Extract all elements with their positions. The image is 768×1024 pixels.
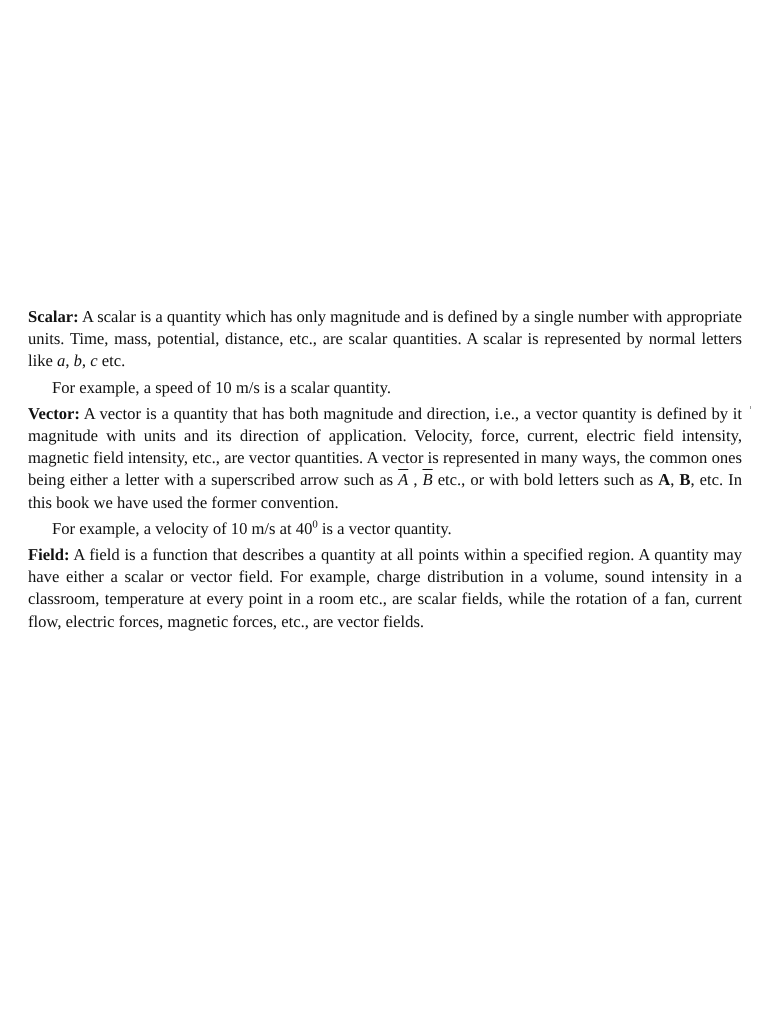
- scalar-paragraph: [28, 306, 742, 373]
- letter-c: c: [90, 351, 98, 371]
- separator: ,: [408, 470, 423, 490]
- vector-definition-end: , etc. In this book we have used the former convention.: [28, 470, 743, 512]
- field-definition: A field is a function that describes a quantity at all points within a specified region. A quantity may have either a scalar or vector field. For example, charge distribution in a volume, sound intensity in a classroom, temperature at every point in a room etc., are scalar fields, while the rotation of a fan, current flow, electric forces, magnetic forces, etc., are vector fields.: [28, 545, 742, 631]
- vector-definition-mid: etc., or with bold letters such as: [432, 470, 659, 490]
- degree-superscript: 0: [312, 518, 318, 531]
- vector-example-text-end: is a vector quantity.: [317, 518, 452, 538]
- bold-letter-a: A: [658, 470, 671, 490]
- separator: ,: [65, 351, 74, 371]
- vector-definition: A vector is a quantity that has both magnitude and direction, i.e., a vector quantity is defined by it magnitude with units and its direction of application. Velocity, force, current, electric field intensity, magnetic field intensity, etc., are vector quantities. A vector is represented in many ways, the common ones being either a letter with a superscribed arrow such as: [28, 403, 742, 490]
- field-paragraph: [28, 544, 742, 633]
- field-term: Field:: [28, 545, 70, 565]
- vector-term: Vector:: [28, 403, 80, 423]
- scalar-definition-end: etc.: [97, 351, 126, 371]
- separator: ,: [81, 351, 91, 371]
- vector-example-text: For example, a velocity of 10 m/s at 40: [52, 518, 313, 538]
- letter-b: b: [73, 351, 82, 371]
- scan-speck: [750, 406, 751, 409]
- vector-symbol-a: $\overline{A}$: [398, 470, 409, 490]
- bold-letter-b: B: [679, 470, 691, 490]
- definitions-text: [28, 306, 742, 637]
- letter-a: a: [57, 351, 66, 371]
- separator: ,: [670, 470, 680, 490]
- scalar-example: For example, a speed of 10 m/s is a scalar quantity.: [52, 377, 392, 397]
- scalar-definition: A scalar is a quantity which has only magnitude and is defined by a single number with appropriate units. Time, mass, potential, distance, etc., are scalar quantities. A scalar is represented by normal letters like: [28, 307, 742, 371]
- vector-paragraph: [28, 403, 742, 514]
- vector-example: [28, 518, 742, 540]
- scalar-term: Scalar:: [28, 307, 79, 326]
- vector-symbol-b: $\overline{B}$: [422, 470, 433, 490]
